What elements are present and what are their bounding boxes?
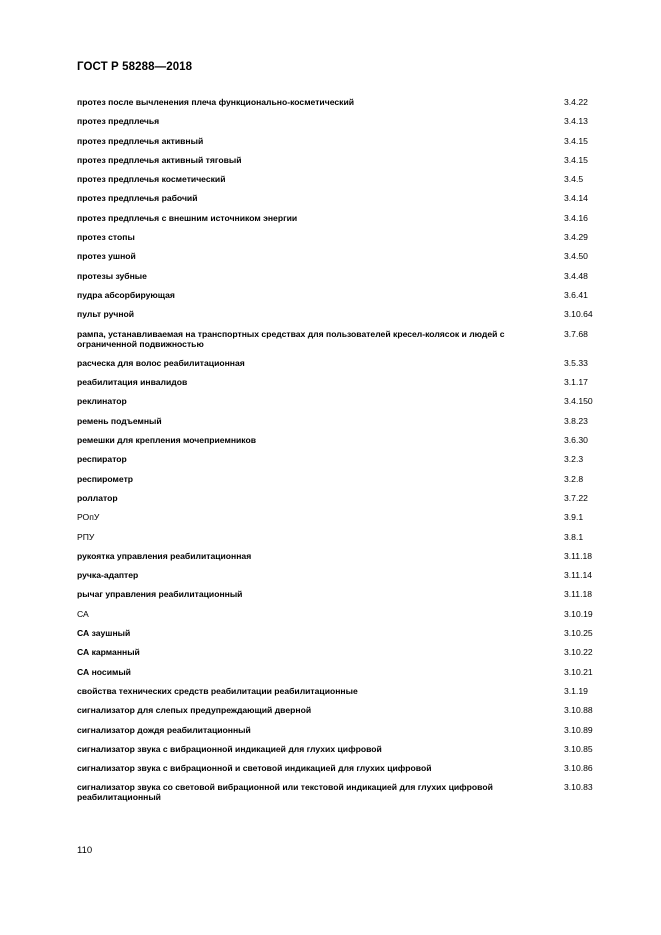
entry-reference: 3.10.88	[564, 705, 593, 716]
entry-reference: 3.10.19	[564, 608, 593, 619]
entry-term: протез предплечья косметический	[77, 174, 226, 185]
index-entry	[77, 763, 597, 773]
index-entry	[77, 744, 597, 754]
entry-term: протез предплечья активный	[77, 135, 204, 146]
entry-reference: 3.4.14	[564, 193, 588, 204]
entry-reference: 3.4.150	[564, 396, 593, 407]
index-entry	[77, 474, 597, 484]
index-entry	[77, 705, 597, 715]
entry-reference: 3.4.15	[564, 135, 588, 146]
entry-reference: 3.10.83	[564, 782, 593, 793]
entry-term: ремень подъемный	[77, 415, 162, 426]
index-entry	[77, 193, 597, 203]
index-entry	[77, 647, 597, 657]
entry-reference: 3.7.68	[564, 328, 588, 339]
entry-term: протез предплечья рабочий	[77, 193, 198, 204]
entry-reference: 3.1.17	[564, 377, 588, 388]
entry-term: рампа, устанавливаемая на транспортных средствах для пользователей кресел-колясок и людей с ограниченной подвижностью	[77, 328, 505, 349]
index-entry	[77, 435, 597, 445]
entry-reference: 3.10.85	[564, 743, 593, 754]
entry-term: сигнализатор звука со световой вибрационной или текстовой индикацией для глухих цифровой реабилитационный	[77, 782, 493, 803]
index-entry	[77, 290, 597, 300]
entry-reference: 3.11.18	[564, 589, 593, 600]
index-entry	[77, 116, 597, 126]
entry-reference: 3.7.22	[564, 492, 588, 503]
index-entry	[77, 589, 597, 599]
entry-term: сигнализатор дождя реабилитационный	[77, 724, 251, 735]
document-header: ГОСТ Р 58288—2018	[77, 61, 193, 73]
index-entry	[77, 271, 597, 281]
entry-reference: 3.4.22	[564, 97, 588, 107]
entry-reference: 3.1.19	[564, 685, 588, 696]
entry-term: респиратор	[77, 454, 127, 465]
entry-term: сигнализатор звука с вибрационной и световой индикацией для глухих цифровой	[77, 763, 432, 774]
entry-term: рукоятка управления реабилитационная	[77, 550, 252, 561]
index-entry	[77, 174, 597, 184]
index-entry	[77, 232, 597, 242]
entry-term: свойства технических средств реабилитации реабилитационные	[77, 685, 358, 696]
entry-term: СА заушный	[77, 628, 131, 639]
index-entry	[77, 667, 597, 677]
entry-term: протез предплечья	[77, 116, 160, 127]
index-entry	[77, 97, 597, 107]
entry-reference: 3.11.18	[564, 550, 593, 561]
entry-term: протез предплечья с внешним источником энергии	[77, 212, 298, 223]
entry-term: протезы зубные	[77, 270, 147, 281]
entry-reference: 3.2.8	[564, 473, 584, 484]
index-entry	[77, 686, 597, 696]
entry-reference: 3.4.48	[564, 270, 588, 281]
entry-term: РПУ	[77, 531, 95, 542]
entry-term: СА	[77, 608, 89, 619]
entry-reference: 3.5.33	[564, 357, 588, 368]
entry-reference: 3.4.13	[564, 116, 588, 127]
entry-reference: 3.11.14	[564, 570, 593, 581]
entry-term: сигнализатор звука с вибрационной индикацией для глухих цифровой	[77, 743, 382, 754]
entry-reference: 3.10.22	[564, 647, 593, 658]
index-entry	[77, 377, 597, 387]
index-entry	[77, 493, 597, 503]
entry-term: реклинатор	[77, 396, 127, 407]
entry-term: ручка-адаптер	[77, 570, 139, 581]
index-entry	[77, 213, 597, 223]
index-entry	[77, 609, 597, 619]
entry-term: рычаг управления реабилитационный	[77, 589, 243, 600]
term-index-list	[77, 97, 597, 812]
entry-term: пудра абсорбирующая	[77, 289, 175, 300]
entry-term: пульт ручной	[77, 309, 135, 320]
entry-term: протез предплечья активный тяговый	[77, 154, 242, 165]
index-entry	[77, 532, 597, 542]
entry-reference: 3.8.23	[564, 415, 588, 426]
page-number: 110	[77, 845, 93, 856]
index-entry	[77, 251, 597, 261]
index-entry	[77, 358, 597, 368]
entry-reference: 3.6.30	[564, 435, 588, 446]
index-entry	[77, 329, 597, 349]
entry-term: СА карманный	[77, 647, 140, 658]
entry-reference: 3.8.1	[564, 531, 584, 542]
index-entry	[77, 416, 597, 426]
entry-term: роллатор	[77, 492, 118, 503]
entry-reference: 3.10.64	[564, 309, 593, 320]
index-entry	[77, 512, 597, 522]
index-entry	[77, 155, 597, 165]
entry-term: протез стопы	[77, 232, 135, 243]
entry-reference: 3.4.15	[564, 154, 588, 165]
entry-term: протез ушной	[77, 251, 136, 262]
index-entry	[77, 725, 597, 735]
entry-term: реабилитация инвалидов	[77, 377, 188, 388]
entry-reference: 3.4.29	[564, 232, 588, 243]
entry-term: сигнализатор для слепых предупреждающий дверной	[77, 705, 312, 716]
entry-reference: 3.10.89	[564, 724, 593, 735]
index-entry	[77, 136, 597, 146]
entry-term: протез после вычленения плеча функционально-косметический	[77, 97, 355, 107]
entry-reference: 3.4.50	[564, 251, 588, 262]
index-entry	[77, 628, 597, 638]
entry-term: расческа для волос реабилитационная	[77, 357, 245, 368]
entry-reference: 3.10.25	[564, 628, 593, 639]
index-entry	[77, 454, 597, 464]
entry-reference: 3.4.16	[564, 212, 588, 223]
entry-term: ремешки для крепления мочеприемников	[77, 435, 257, 446]
entry-term: СА носимый	[77, 666, 131, 677]
index-entry	[77, 570, 597, 580]
entry-term: респирометр	[77, 473, 134, 484]
entry-term: РОпУ	[77, 512, 100, 523]
entry-reference: 3.4.5	[564, 174, 584, 185]
entry-reference: 3.9.1	[564, 512, 584, 523]
entry-reference: 3.2.3	[564, 454, 584, 465]
entry-reference: 3.6.41	[564, 289, 588, 300]
entry-reference: 3.10.86	[564, 763, 593, 774]
index-entry	[77, 396, 597, 406]
index-entry	[77, 782, 597, 802]
index-entry	[77, 309, 597, 319]
entry-reference: 3.10.21	[564, 666, 593, 677]
index-entry	[77, 551, 597, 561]
